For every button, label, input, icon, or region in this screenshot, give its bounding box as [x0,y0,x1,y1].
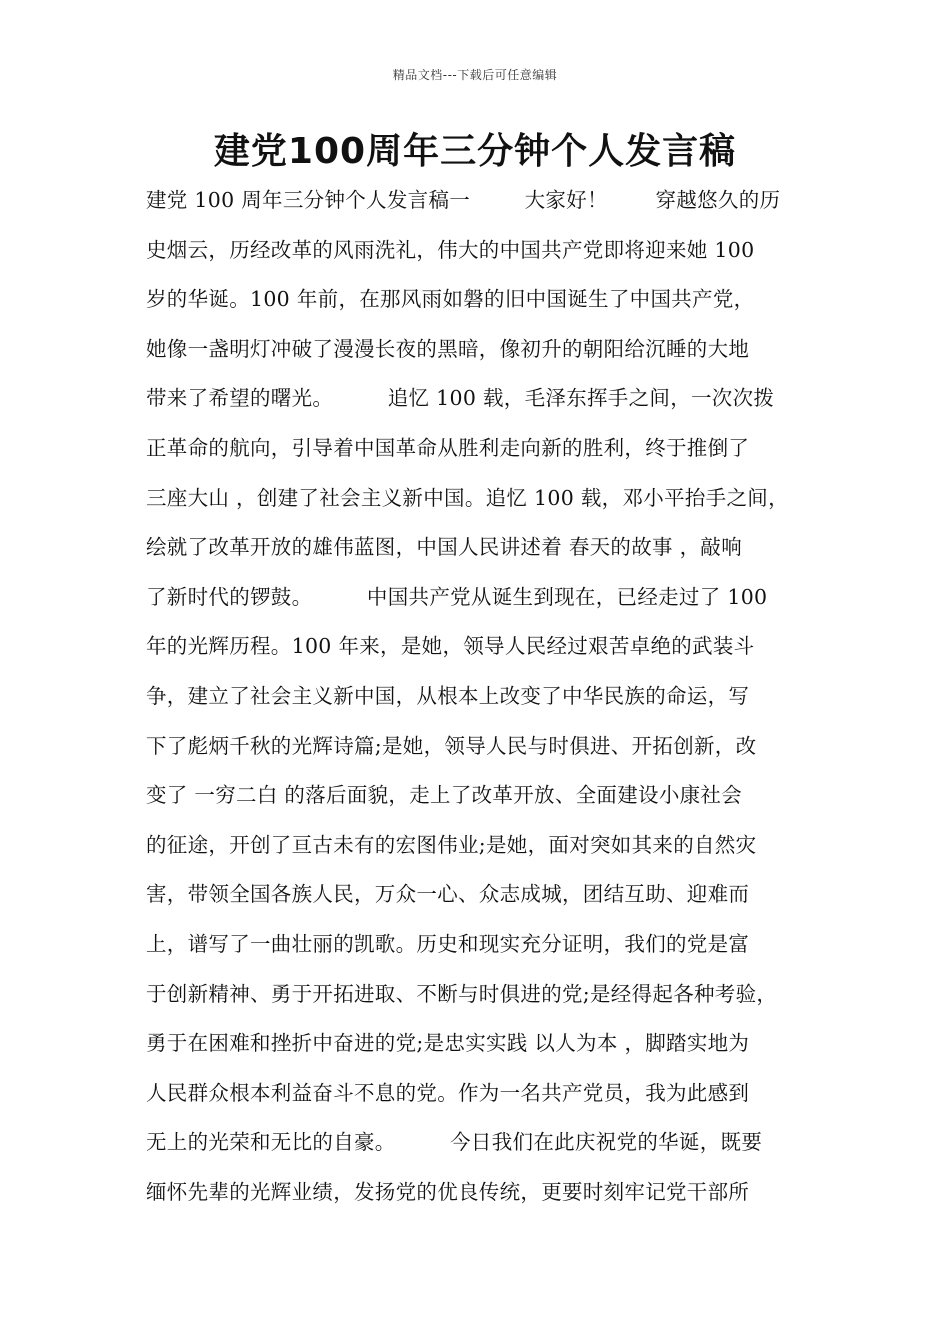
body-line: 年的光辉历程。100 年来，是她，领导人民经过艰苦卓绝的武装斗 [146,634,755,659]
body-line: 勇于在困难和挫折中奋进的党;是忠实实践 以人为本 ，脚踏实地为 [146,1031,750,1056]
body-line: 她像一盏明灯冲破了漫漫长夜的黑暗，像初升的朝阳给沉睡的大地 [146,336,750,361]
body-line: 岁的华诞。100 年前，在那风雨如磐的旧中国诞生了中国共产党， [146,287,755,312]
body-line: 争，建立了社会主义新中国，从根本上改变了中华民族的命运，写 [146,683,750,708]
body-line: 变了 一穷二白 的落后面貌，走上了改革开放、全面建设小康社会 [146,783,743,808]
body-line: 的征途，开创了亘古未有的宏图伟业;是她，面对突如其来的自然灾 [146,832,757,857]
document-title: 建党100周年三分钟个人发言稿 [213,131,737,172]
body-line: 人民群众根本利益奋斗不息的党。作为一名共产党员，我为此感到 [146,1080,750,1105]
body-line: 害，带领全国各族人民，万众一心、众志成城，团结互助、迎难而 [146,882,750,907]
body-line: 三座大山 ，创建了社会主义新中国。追忆 100 载，邓小平抬手之间， [146,485,789,510]
body-line: 绘就了改革开放的雄伟蓝图，中国人民讲述着 春天的故事 ，敲响 [146,535,743,560]
body-line: 缅怀先辈的光辉业绩，发扬党的优良传统，更要时刻牢记党干部所 [146,1179,750,1204]
body-line: 上，谱写了一曲壮丽的凯歌。历史和现实充分证明，我们的党是富 [146,931,750,956]
body-line: 带来了希望的曙光。 追忆 100 载，毛泽东挥手之间，一次次拨 [146,386,775,411]
header-note: 精品文档---下载后可任意编辑 [392,68,558,82]
body-line: 下了彪炳千秋的光辉诗篇;是她，领导人民与时俱进、开拓创新，改 [146,733,757,758]
body-line: 无上的光荣和无比的自豪。 今日我们在此庆祝党的华诞，既要 [146,1130,763,1155]
body-line: 史烟云，历经改革的风雨洗礼，伟大的中国共产党即将迎来她 100 [146,237,755,262]
body-line: 建党 100 周年三分钟个人发言稿一 大家好！ 穿越悠久的历 [146,188,781,212]
body-line: 正革命的航向，引导着中国革命从胜利走向新的胜利，终于推倒了 [146,435,750,460]
body-line: 了新时代的锣鼓。 中国共产党从诞生到现在，已经走过了 100 [146,584,768,609]
document-body [146,180,826,1221]
body-line: 于创新精神、勇于开拓进取、不断与时俱进的党;是经得起各种考验， [146,981,778,1006]
